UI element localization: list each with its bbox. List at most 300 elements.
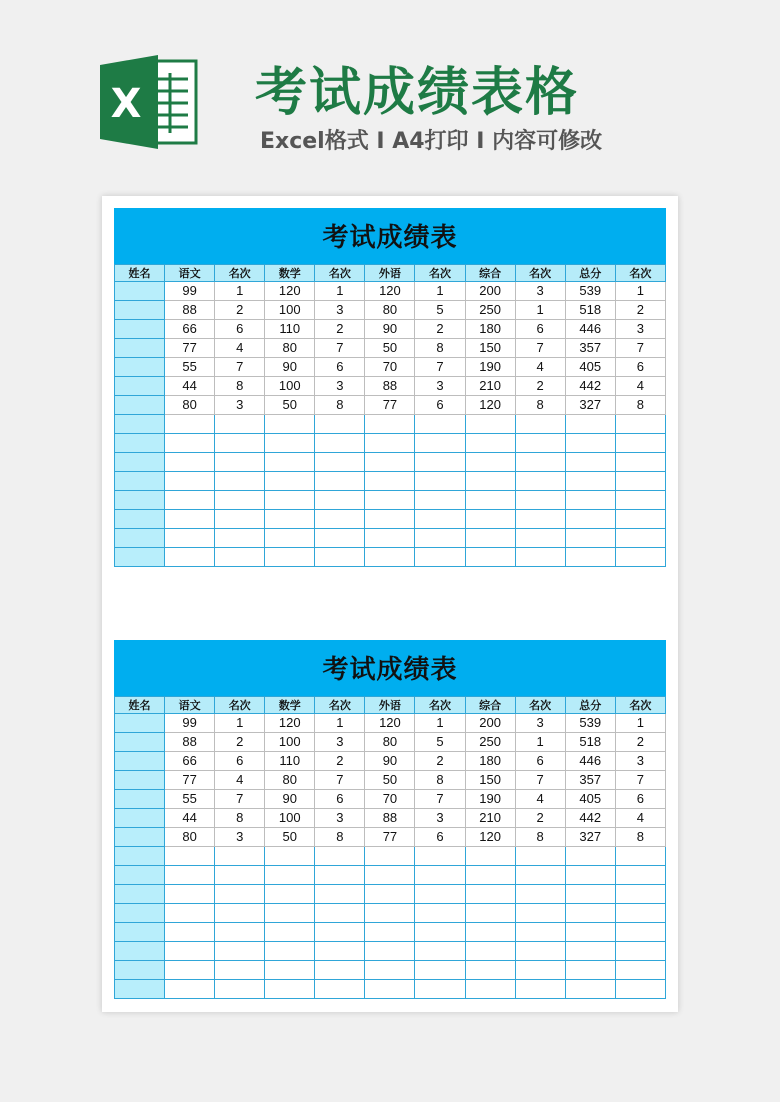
empty-cell[interactable] [515,885,565,904]
empty-cell[interactable] [115,942,165,961]
empty-cell[interactable] [165,415,215,434]
score-cell[interactable]: 2 [415,752,465,771]
empty-cell[interactable] [215,980,265,999]
empty-cell[interactable] [415,980,465,999]
score-cell[interactable]: 2 [415,320,465,339]
score-cell[interactable]: 80 [165,396,215,415]
score-cell[interactable]: 200 [465,282,515,301]
score-cell[interactable]: 180 [465,752,515,771]
score-cell[interactable]: 1 [615,714,665,733]
empty-cell[interactable] [615,980,665,999]
empty-cell[interactable] [165,866,215,885]
empty-cell[interactable] [465,866,515,885]
empty-cell[interactable] [615,529,665,548]
score-cell[interactable]: 518 [565,301,615,320]
empty-cell[interactable] [265,904,315,923]
score-cell[interactable]: 1 [515,733,565,752]
empty-cell[interactable] [365,904,415,923]
score-cell[interactable]: 150 [465,771,515,790]
empty-cell[interactable] [415,415,465,434]
empty-cell[interactable] [115,847,165,866]
score-cell[interactable]: 8 [315,828,365,847]
score-cell[interactable]: 210 [465,377,515,396]
score-cell[interactable]: 90 [265,790,315,809]
score-cell[interactable]: 446 [565,320,615,339]
empty-cell[interactable] [215,529,265,548]
score-cell[interactable]: 1 [315,282,365,301]
empty-cell[interactable] [315,548,365,567]
empty-cell[interactable] [415,510,465,529]
score-cell[interactable]: 446 [565,752,615,771]
score-cell[interactable]: 120 [265,282,315,301]
score-cell[interactable]: 120 [465,396,515,415]
score-cell[interactable]: 2 [315,752,365,771]
score-cell[interactable]: 8 [315,396,365,415]
empty-cell[interactable] [215,847,265,866]
score-cell[interactable]: 7 [315,339,365,358]
score-cell[interactable]: 90 [365,752,415,771]
score-cell[interactable]: 8 [615,396,665,415]
empty-cell[interactable] [515,548,565,567]
score-cell[interactable]: 77 [365,396,415,415]
score-cell[interactable]: 3 [215,396,265,415]
empty-cell[interactable] [515,491,565,510]
empty-cell[interactable] [565,510,615,529]
score-cell[interactable]: 6 [515,752,565,771]
empty-cell[interactable] [265,980,315,999]
score-cell[interactable]: 77 [165,771,215,790]
score-cell[interactable]: 4 [615,377,665,396]
empty-cell[interactable] [365,847,415,866]
empty-cell[interactable] [165,434,215,453]
score-cell[interactable]: 190 [465,790,515,809]
empty-cell[interactable] [565,980,615,999]
empty-cell[interactable] [265,548,315,567]
score-cell[interactable]: 442 [565,809,615,828]
empty-cell[interactable] [365,491,415,510]
empty-cell[interactable] [565,961,615,980]
score-cell[interactable]: 200 [465,714,515,733]
empty-cell[interactable] [415,434,465,453]
score-cell[interactable]: 8 [215,809,265,828]
empty-cell[interactable] [115,453,165,472]
empty-cell[interactable] [265,942,315,961]
score-cell[interactable]: 7 [215,358,265,377]
score-cell[interactable]: 2 [515,377,565,396]
score-cell[interactable]: 2 [215,301,265,320]
empty-cell[interactable] [615,472,665,491]
score-cell[interactable]: 50 [365,771,415,790]
score-cell[interactable]: 327 [565,396,615,415]
score-cell[interactable]: 44 [165,377,215,396]
empty-cell[interactable] [615,548,665,567]
score-cell[interactable]: 80 [265,339,315,358]
score-cell[interactable]: 2 [615,733,665,752]
score-cell[interactable]: 100 [265,809,315,828]
empty-cell[interactable] [465,923,515,942]
empty-cell[interactable] [215,904,265,923]
score-cell[interactable]: 6 [515,320,565,339]
score-cell[interactable]: 120 [365,714,415,733]
score-cell[interactable]: 99 [165,282,215,301]
score-cell[interactable]: 50 [365,339,415,358]
name-cell[interactable] [115,752,165,771]
score-cell[interactable]: 88 [165,733,215,752]
empty-cell[interactable] [615,491,665,510]
score-cell[interactable]: 8 [515,396,565,415]
score-cell[interactable]: 100 [265,301,315,320]
score-cell[interactable]: 110 [265,320,315,339]
score-cell[interactable]: 6 [415,396,465,415]
score-cell[interactable]: 66 [165,752,215,771]
score-cell[interactable]: 80 [365,733,415,752]
score-cell[interactable]: 7 [515,339,565,358]
empty-cell[interactable] [415,885,465,904]
empty-cell[interactable] [115,472,165,491]
score-cell[interactable]: 8 [415,339,465,358]
empty-cell[interactable] [465,980,515,999]
empty-cell[interactable] [465,434,515,453]
empty-cell[interactable] [465,415,515,434]
empty-cell[interactable] [115,885,165,904]
score-cell[interactable]: 7 [215,790,265,809]
empty-cell[interactable] [565,491,615,510]
score-cell[interactable]: 4 [215,339,265,358]
score-cell[interactable]: 1 [415,714,465,733]
score-cell[interactable]: 7 [415,358,465,377]
empty-cell[interactable] [615,434,665,453]
empty-cell[interactable] [265,961,315,980]
empty-cell[interactable] [265,510,315,529]
empty-cell[interactable] [165,904,215,923]
empty-cell[interactable] [615,961,665,980]
empty-cell[interactable] [265,923,315,942]
empty-cell[interactable] [215,961,265,980]
score-cell[interactable]: 100 [265,377,315,396]
empty-cell[interactable] [565,847,615,866]
empty-cell[interactable] [265,866,315,885]
name-cell[interactable] [115,771,165,790]
empty-cell[interactable] [315,980,365,999]
score-cell[interactable]: 7 [315,771,365,790]
score-cell[interactable]: 6 [615,790,665,809]
empty-cell[interactable] [215,866,265,885]
empty-cell[interactable] [415,529,465,548]
score-cell[interactable]: 2 [215,733,265,752]
empty-cell[interactable] [515,529,565,548]
empty-cell[interactable] [315,529,365,548]
name-cell[interactable] [115,714,165,733]
empty-cell[interactable] [215,472,265,491]
empty-cell[interactable] [315,453,365,472]
empty-cell[interactable] [315,510,365,529]
score-cell[interactable]: 1 [315,714,365,733]
empty-cell[interactable] [365,548,415,567]
empty-cell[interactable] [165,847,215,866]
score-cell[interactable]: 2 [315,320,365,339]
empty-cell[interactable] [465,904,515,923]
empty-cell[interactable] [565,885,615,904]
empty-cell[interactable] [615,866,665,885]
score-cell[interactable]: 518 [565,733,615,752]
score-cell[interactable]: 6 [215,320,265,339]
score-cell[interactable]: 2 [615,301,665,320]
empty-cell[interactable] [165,472,215,491]
empty-cell[interactable] [415,548,465,567]
score-cell[interactable]: 8 [615,828,665,847]
empty-cell[interactable] [415,847,465,866]
score-cell[interactable]: 80 [265,771,315,790]
name-cell[interactable] [115,828,165,847]
empty-cell[interactable] [165,529,215,548]
score-cell[interactable]: 5 [415,733,465,752]
score-cell[interactable]: 99 [165,714,215,733]
empty-cell[interactable] [615,510,665,529]
empty-cell[interactable] [115,980,165,999]
empty-cell[interactable] [265,415,315,434]
score-cell[interactable]: 2 [515,809,565,828]
empty-cell[interactable] [465,847,515,866]
empty-cell[interactable] [265,472,315,491]
empty-cell[interactable] [465,453,515,472]
empty-cell[interactable] [565,942,615,961]
empty-cell[interactable] [165,548,215,567]
score-cell[interactable]: 4 [215,771,265,790]
empty-cell[interactable] [565,866,615,885]
empty-cell[interactable] [515,980,565,999]
empty-cell[interactable] [615,415,665,434]
empty-cell[interactable] [465,885,515,904]
empty-cell[interactable] [565,472,615,491]
empty-cell[interactable] [165,980,215,999]
score-cell[interactable]: 3 [315,809,365,828]
score-cell[interactable]: 3 [615,320,665,339]
score-cell[interactable]: 7 [615,339,665,358]
score-cell[interactable]: 250 [465,733,515,752]
score-cell[interactable]: 6 [615,358,665,377]
empty-cell[interactable] [115,923,165,942]
score-cell[interactable]: 77 [165,339,215,358]
score-cell[interactable]: 3 [515,282,565,301]
empty-cell[interactable] [215,491,265,510]
empty-cell[interactable] [165,885,215,904]
score-cell[interactable]: 7 [415,790,465,809]
empty-cell[interactable] [115,510,165,529]
empty-cell[interactable] [415,453,465,472]
score-cell[interactable]: 120 [465,828,515,847]
empty-cell[interactable] [315,434,365,453]
score-cell[interactable]: 77 [365,828,415,847]
empty-cell[interactable] [315,472,365,491]
score-cell[interactable]: 8 [415,771,465,790]
score-cell[interactable]: 3 [315,301,365,320]
empty-cell[interactable] [365,866,415,885]
score-cell[interactable]: 1 [215,714,265,733]
empty-cell[interactable] [515,923,565,942]
empty-cell[interactable] [265,491,315,510]
empty-cell[interactable] [565,529,615,548]
empty-cell[interactable] [415,923,465,942]
empty-cell[interactable] [315,491,365,510]
empty-cell[interactable] [215,885,265,904]
score-cell[interactable]: 110 [265,752,315,771]
name-cell[interactable] [115,320,165,339]
score-cell[interactable]: 405 [565,358,615,377]
empty-cell[interactable] [565,904,615,923]
score-cell[interactable]: 3 [315,377,365,396]
empty-cell[interactable] [365,510,415,529]
empty-cell[interactable] [465,548,515,567]
empty-cell[interactable] [215,923,265,942]
score-cell[interactable]: 3 [215,828,265,847]
empty-cell[interactable] [215,942,265,961]
empty-cell[interactable] [115,961,165,980]
score-cell[interactable]: 120 [365,282,415,301]
empty-cell[interactable] [215,453,265,472]
empty-cell[interactable] [465,529,515,548]
score-cell[interactable]: 50 [265,396,315,415]
empty-cell[interactable] [315,885,365,904]
empty-cell[interactable] [465,961,515,980]
score-cell[interactable]: 4 [615,809,665,828]
empty-cell[interactable] [615,453,665,472]
score-cell[interactable]: 442 [565,377,615,396]
empty-cell[interactable] [515,434,565,453]
score-cell[interactable]: 7 [615,771,665,790]
empty-cell[interactable] [515,942,565,961]
empty-cell[interactable] [465,491,515,510]
score-cell[interactable]: 3 [615,752,665,771]
empty-cell[interactable] [315,942,365,961]
score-cell[interactable]: 1 [415,282,465,301]
score-cell[interactable]: 4 [515,358,565,377]
empty-cell[interactable] [415,961,465,980]
score-cell[interactable]: 3 [315,733,365,752]
empty-cell[interactable] [115,491,165,510]
empty-cell[interactable] [515,510,565,529]
score-cell[interactable]: 80 [365,301,415,320]
empty-cell[interactable] [365,529,415,548]
name-cell[interactable] [115,301,165,320]
score-cell[interactable]: 70 [365,790,415,809]
score-cell[interactable]: 1 [615,282,665,301]
empty-cell[interactable] [115,415,165,434]
empty-cell[interactable] [265,885,315,904]
empty-cell[interactable] [515,453,565,472]
empty-cell[interactable] [565,453,615,472]
empty-cell[interactable] [565,548,615,567]
empty-cell[interactable] [315,904,365,923]
empty-cell[interactable] [615,923,665,942]
score-cell[interactable]: 80 [165,828,215,847]
name-cell[interactable] [115,339,165,358]
empty-cell[interactable] [215,548,265,567]
score-cell[interactable]: 539 [565,714,615,733]
score-cell[interactable]: 357 [565,339,615,358]
empty-cell[interactable] [165,510,215,529]
empty-cell[interactable] [365,434,415,453]
empty-cell[interactable] [415,866,465,885]
empty-cell[interactable] [365,472,415,491]
empty-cell[interactable] [165,491,215,510]
score-cell[interactable]: 66 [165,320,215,339]
empty-cell[interactable] [565,415,615,434]
score-cell[interactable]: 5 [415,301,465,320]
empty-cell[interactable] [415,904,465,923]
score-cell[interactable]: 55 [165,790,215,809]
empty-cell[interactable] [315,961,365,980]
name-cell[interactable] [115,377,165,396]
score-cell[interactable]: 55 [165,358,215,377]
empty-cell[interactable] [415,942,465,961]
empty-cell[interactable] [115,548,165,567]
empty-cell[interactable] [465,472,515,491]
name-cell[interactable] [115,282,165,301]
empty-cell[interactable] [215,434,265,453]
score-cell[interactable]: 539 [565,282,615,301]
empty-cell[interactable] [465,510,515,529]
empty-cell[interactable] [265,434,315,453]
empty-cell[interactable] [465,942,515,961]
score-cell[interactable]: 44 [165,809,215,828]
empty-cell[interactable] [365,885,415,904]
score-cell[interactable]: 150 [465,339,515,358]
empty-cell[interactable] [615,885,665,904]
score-cell[interactable]: 50 [265,828,315,847]
score-cell[interactable]: 357 [565,771,615,790]
score-cell[interactable]: 8 [215,377,265,396]
score-cell[interactable]: 1 [515,301,565,320]
empty-cell[interactable] [515,961,565,980]
score-cell[interactable]: 100 [265,733,315,752]
score-cell[interactable]: 1 [215,282,265,301]
empty-cell[interactable] [115,904,165,923]
empty-cell[interactable] [515,847,565,866]
empty-cell[interactable] [165,453,215,472]
empty-cell[interactable] [365,923,415,942]
empty-cell[interactable] [365,942,415,961]
score-cell[interactable]: 180 [465,320,515,339]
score-cell[interactable]: 3 [515,714,565,733]
empty-cell[interactable] [565,923,615,942]
empty-cell[interactable] [615,847,665,866]
score-cell[interactable]: 6 [415,828,465,847]
score-cell[interactable]: 6 [315,790,365,809]
empty-cell[interactable] [565,434,615,453]
empty-cell[interactable] [615,904,665,923]
score-cell[interactable]: 70 [365,358,415,377]
empty-cell[interactable] [365,453,415,472]
empty-cell[interactable] [115,529,165,548]
empty-cell[interactable] [165,942,215,961]
score-cell[interactable]: 8 [515,828,565,847]
score-cell[interactable]: 90 [365,320,415,339]
empty-cell[interactable] [415,491,465,510]
empty-cell[interactable] [315,923,365,942]
score-cell[interactable]: 6 [315,358,365,377]
empty-cell[interactable] [515,904,565,923]
empty-cell[interactable] [315,847,365,866]
empty-cell[interactable] [265,529,315,548]
score-cell[interactable]: 4 [515,790,565,809]
empty-cell[interactable] [515,866,565,885]
empty-cell[interactable] [115,866,165,885]
name-cell[interactable] [115,733,165,752]
empty-cell[interactable] [415,472,465,491]
score-cell[interactable]: 327 [565,828,615,847]
empty-cell[interactable] [515,415,565,434]
empty-cell[interactable] [115,434,165,453]
